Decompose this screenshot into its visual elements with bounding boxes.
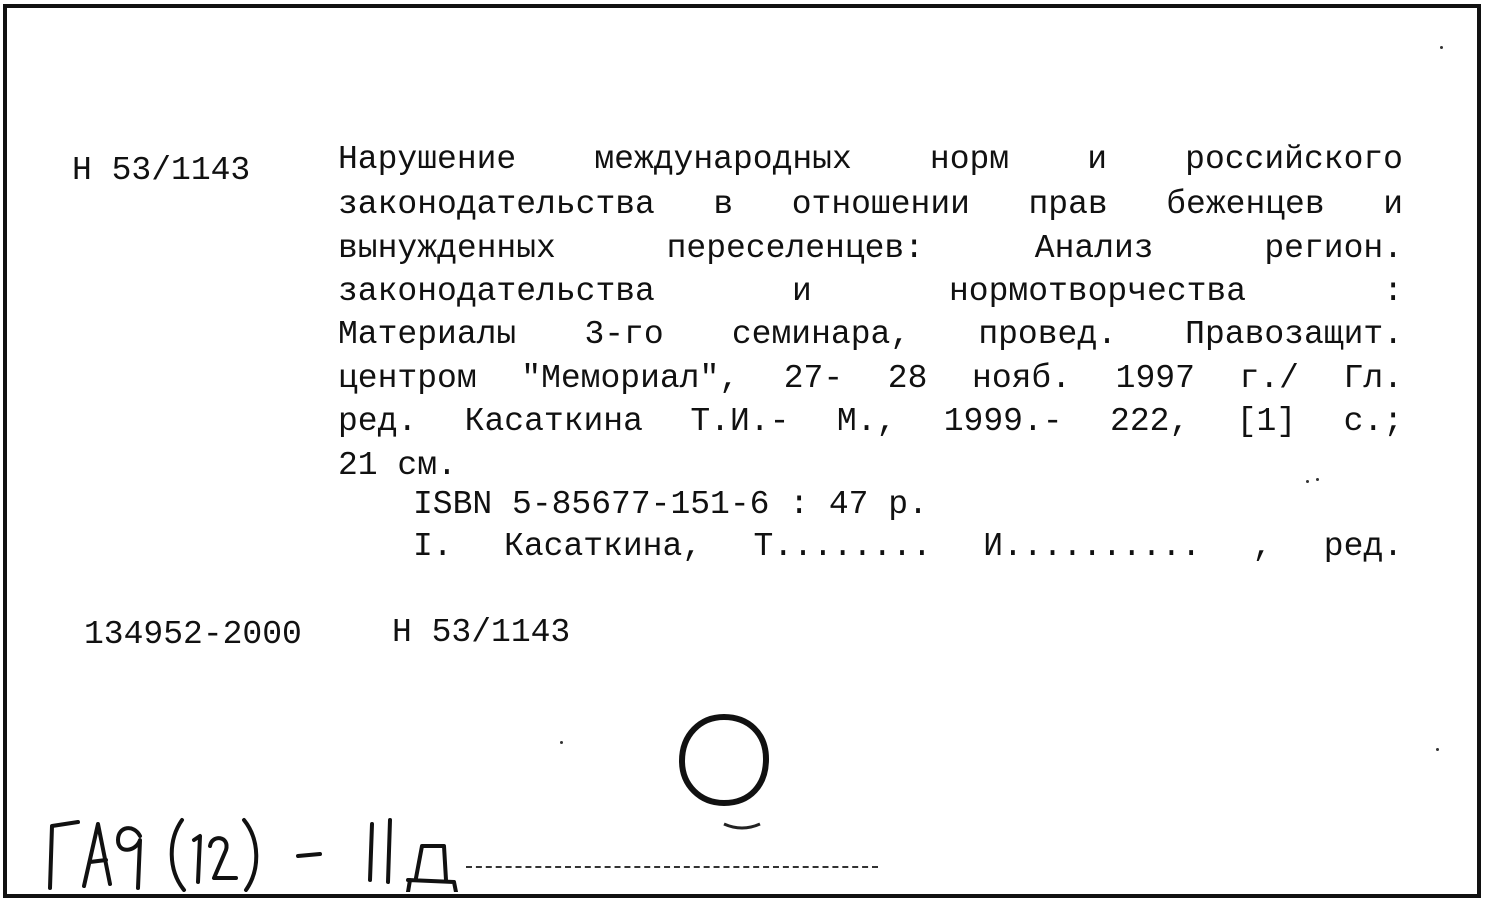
description-line-5: Материалы 3-го семинара, провед. Правозащит. [338,316,1403,353]
handwritten-underline [466,866,878,868]
editor-line: I. Касаткина, Т........ И.......... , ред. [413,528,1403,565]
shelf-mark: Н 53/1143 [72,152,251,189]
description-line-4: законодательства и нормотворчества : [338,273,1403,310]
isbn-line: ISBN 5-85677-151-6 : 47 р. [413,486,928,523]
description-line-8: 21 см. [338,447,457,484]
inventory-number: 134952-2000 [84,616,302,653]
description-line-1: Нарушение международных норм и российского [338,141,1403,178]
scan-speck [1316,478,1319,481]
description-line-6: центром "Мемориал", 27- 28 нояб. 1997 г./ Гл. [338,360,1403,397]
description-line-7: ред. Касаткина Т.И.- М., 1999.- 222, [1] с.; [338,403,1403,440]
handwritten-code-icon [40,800,500,892]
circle-stamp-icon [678,713,770,807]
scan-speck [1306,480,1309,483]
scan-speck [1440,46,1443,49]
scan-speck [560,741,563,744]
inventory-shelf-mark: Н 53/1143 [392,614,571,651]
description-line-3: вынужденных переселенцев: Анализ регион. [338,230,1403,267]
stamp-mark-icon [722,820,762,832]
scan-speck [1436,748,1439,751]
description-line-2: законодательства в отношении прав беженцев и [338,186,1403,223]
